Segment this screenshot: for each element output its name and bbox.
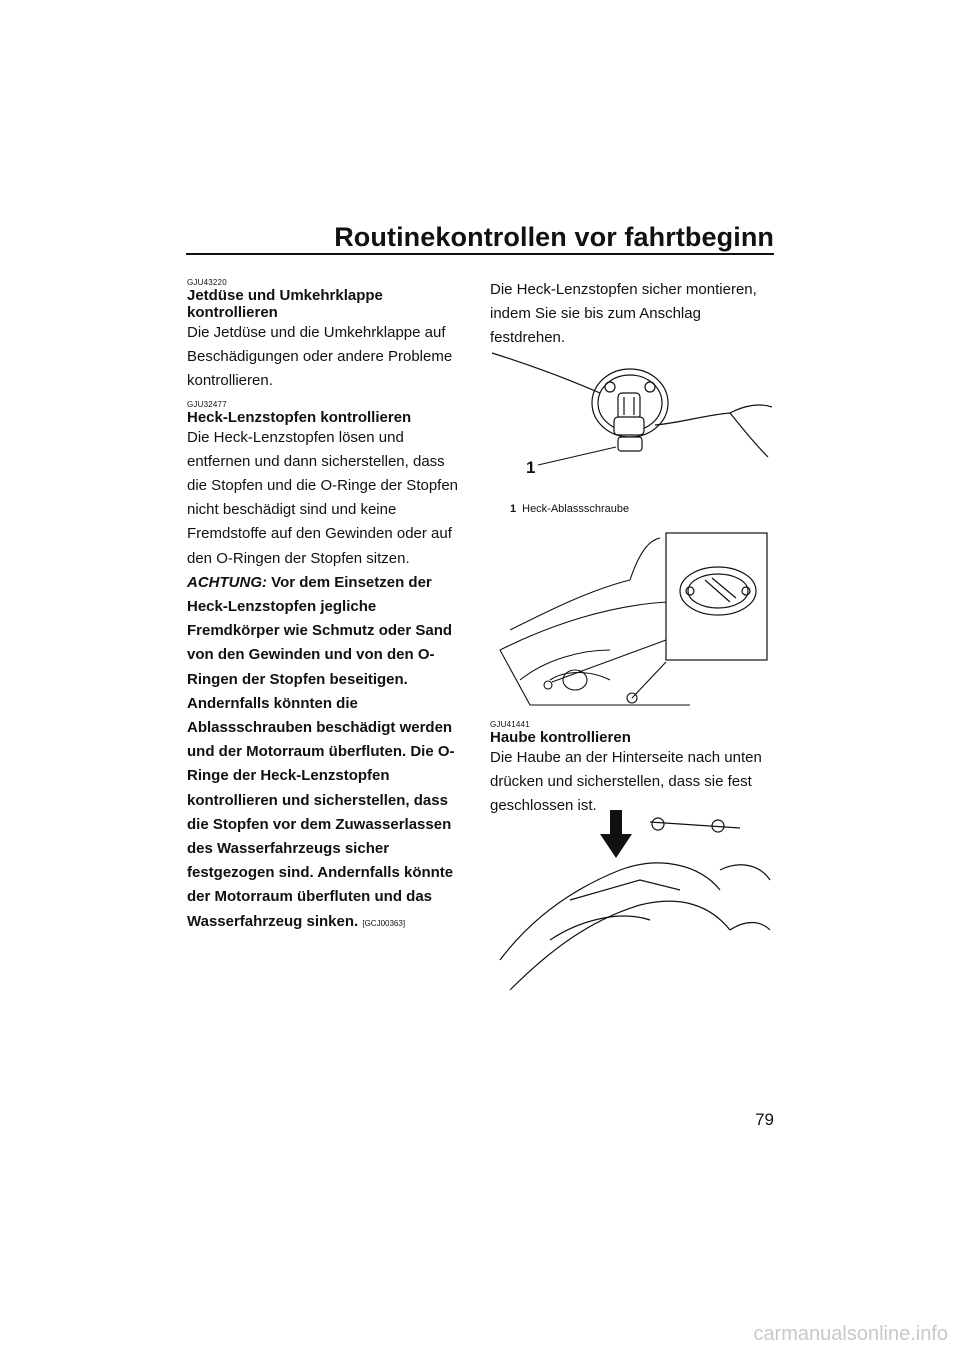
- section-code: GJU43220: [187, 278, 227, 287]
- section-heading-plug: [187, 409, 467, 426]
- section-body-hood: Die Haube an der Hinterseite nach unten drücken und sicherstellen, dass sie fest geschlossen ist.: [490, 749, 762, 815]
- section-body-jet: Die Jetdüse und die Umkehrklappe auf Beschädigungen oder andere Probleme kontrollieren.: [187, 324, 453, 390]
- section-heading-jet: Jetdüse und Umkehrklappe kontrollieren: [187, 287, 383, 321]
- caption-text: Heck-Ablassschraube: [522, 503, 630, 515]
- rear-view-illustration: [490, 530, 775, 715]
- heading-text: Heck-Lenzstopfen kontrollieren: [187, 408, 412, 426]
- page-number: 79: [755, 1110, 774, 1129]
- right-column-top: [490, 278, 780, 351]
- figure-caption: [510, 503, 629, 515]
- warning-code: [GCJ00363]: [362, 918, 406, 928]
- section-body-plug: [187, 426, 467, 936]
- caption-number: 1: [510, 503, 517, 515]
- push-down-arrow: [600, 810, 632, 858]
- section-code: GJU41441: [490, 720, 530, 729]
- watermark: carmanualsonline.info: [753, 1323, 948, 1345]
- body-text: Die Heck-Lenzstopfen lösen und entfernen und dann sicherstellen, dass die Stopfen und die O-Ringe der Stopfen nicht beschädigt sind und keine Fremdstoffe auf den Gewinden oder auf den O-Ringen der Stopfen sitzen.: [187, 428, 459, 567]
- drain-plug-figure: [490, 345, 775, 480]
- page-title: Routinekontrollen vor fahrtbeginn: [334, 222, 774, 252]
- warning-label: ACHTUNG:: [187, 573, 267, 591]
- callout-number: 1: [526, 458, 536, 477]
- section-heading-hood: Haube kontrollieren: [490, 729, 631, 746]
- rear-view-figure: [490, 530, 775, 715]
- left-column: [187, 278, 467, 936]
- section-code: GJU32477: [187, 399, 227, 409]
- hood-illustration: [490, 810, 775, 1000]
- hood-figure: [490, 810, 775, 1000]
- right-column-hood: [490, 720, 780, 819]
- title-rule: [186, 253, 774, 255]
- continuation-text: Die Heck-Lenzstopfen sicher montieren, indem Sie sie bis zum Anschlag festdrehen.: [490, 281, 757, 347]
- drain-plug-illustration: [490, 345, 775, 480]
- warning-text: Vor dem Einsetzen der Heck-Lenzstopfen jegliche Fremdkörper wie Schmutz oder Sand von den Gewinden und von den O-Ringen der Stopfen beseitigen. Andernfalls könnten die Ablassschrauben beschädigt werden und der Motorraum überfluten. Die O-Ringe der Heck-Lenzstopfen kontrollieren und sicherstellen, dass die Stopfen vor dem Zuwasserlassen des Wasserfahrzeugs sicher festgezogen sind. Andernfalls könnte der Motorraum überfluten und das Wasserfahrzeug sinken.: [187, 573, 455, 930]
